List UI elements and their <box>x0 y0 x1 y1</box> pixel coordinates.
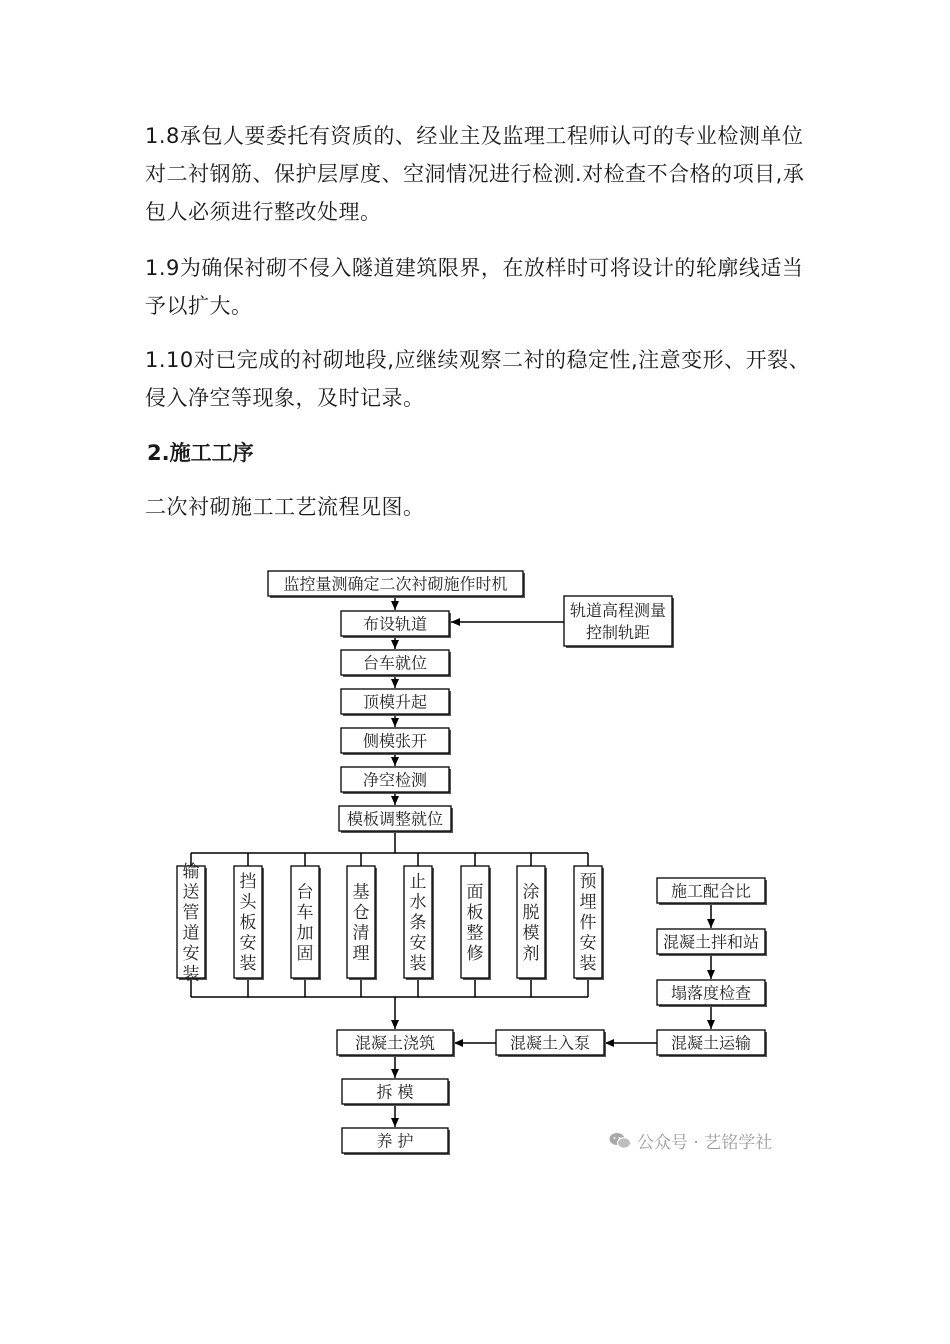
step-parallel-1 <box>177 862 207 985</box>
box-label: 台车就位 <box>362 653 428 673</box>
box-char: 管 <box>182 902 200 923</box>
step-main-4 <box>341 728 451 755</box>
paragraph-number: 1.8 <box>145 124 180 148</box>
box-char: 基 <box>352 882 370 903</box>
box-label: 模板调整就位 <box>346 809 444 829</box>
box-char: 装 <box>409 954 427 974</box>
box-label: 拆 模 <box>376 1082 414 1102</box>
box-char: 板 <box>466 902 484 923</box>
step-main-2 <box>341 650 451 677</box>
watermark <box>609 1128 772 1153</box>
box-char: 整 <box>466 923 484 944</box>
box-char: 清 <box>352 923 370 944</box>
box-char: 头 <box>239 892 257 913</box>
paragraph-text: 对已完成的衬砌地段,应继续观察二衬的稳定性,注意变形、开裂、侵入净空等现象，及时记录。 <box>145 348 811 410</box>
box-char: 理 <box>352 943 370 964</box>
paragraph-text: 为确保衬砌不侵入隧道建筑限界，在放样时可将设计的轮廓线适当予以扩大。 <box>145 256 804 318</box>
box-char: 涂 <box>522 882 540 903</box>
box-char: 模 <box>522 923 540 944</box>
box-char: 件 <box>579 913 597 933</box>
step-monitoring <box>268 571 525 598</box>
box-char: 剂 <box>522 943 540 964</box>
box-label: 净空检测 <box>362 770 428 790</box>
box-char: 安 <box>239 933 257 954</box>
step-concrete-2 <box>657 929 767 956</box>
step-concrete-1 <box>657 878 767 905</box>
box-char: 加 <box>296 923 314 944</box>
box-char: 水 <box>409 892 427 913</box>
box-char: 台 <box>296 882 314 903</box>
step-pump <box>496 1030 606 1057</box>
box-char: 预 <box>579 872 597 892</box>
step-main-1 <box>341 611 451 638</box>
box-char: 装 <box>182 964 200 985</box>
box-label: 塌落度检查 <box>670 983 752 1003</box>
step-parallel-7 <box>517 866 547 980</box>
box-char: 面 <box>466 882 484 903</box>
box-char: 挡 <box>239 872 257 892</box>
section-heading: 2.施工工序 <box>147 441 254 465</box>
box-label: 控制轨距 <box>585 623 651 642</box>
section-intro: 二次衬砌施工工艺流程见图。 <box>145 495 425 519</box>
box-label: 轨道高程测量 <box>569 601 667 620</box>
wechat-icon <box>609 1132 631 1150</box>
box-char: 输 <box>182 861 200 882</box>
box-char: 修 <box>466 943 484 964</box>
step-concrete-3 <box>657 980 767 1007</box>
box-label: 混凝土拌和站 <box>662 932 760 952</box>
box-char: 道 <box>182 923 200 944</box>
step-concrete-4 <box>657 1030 767 1057</box>
box-char: 送 <box>182 882 200 903</box>
box-label: 施工配合比 <box>670 881 752 901</box>
box-char: 止 <box>409 872 427 892</box>
step-pour <box>337 1030 455 1057</box>
box-char: 安 <box>579 933 597 954</box>
box-label: 布设轨道 <box>362 614 428 634</box>
paragraph-text: 承包人要委托有资质的、经业主及监理工程师认可的专业检测单位对二衬钢筋、保护层厚度、空洞情况进行检测.对检查不合格的项目,承包人必须进行整改处理。 <box>145 124 805 224</box>
step-parallel-4 <box>347 866 377 980</box>
box-label: 顶模升起 <box>362 692 428 712</box>
step-parallel-2 <box>234 866 264 980</box>
step-cure <box>342 1128 450 1155</box>
box-label: 混凝土运输 <box>670 1033 752 1053</box>
step-parallel-8 <box>574 866 604 980</box>
step-main-3 <box>341 689 451 716</box>
box-char: 装 <box>239 954 257 974</box>
watermark-text: 公众号 · 艺铭学社 <box>637 1133 773 1153</box>
box-char: 固 <box>296 943 314 964</box>
step-demold <box>342 1079 450 1106</box>
step-track-survey <box>564 596 674 648</box>
step-main-5 <box>341 767 451 794</box>
step-main-6 <box>339 806 453 833</box>
box-char: 安 <box>182 943 200 964</box>
step-parallel-5 <box>404 866 434 980</box>
paragraph-number: 1.10 <box>145 348 194 372</box>
box-char: 板 <box>239 913 257 933</box>
box-label: 养 护 <box>376 1131 414 1151</box>
box-char: 安 <box>409 933 427 954</box>
box-char: 仓 <box>352 902 370 923</box>
box-char: 车 <box>296 902 314 923</box>
box-label: 混凝土入泵 <box>509 1033 591 1053</box>
box-label: 监控量测确定二次衬砌施作时机 <box>283 574 508 594</box>
step-parallel-3 <box>291 866 321 980</box>
step-parallel-6 <box>461 866 491 980</box>
box-char: 埋 <box>579 892 597 913</box>
box-char: 条 <box>409 913 427 933</box>
box-char: 装 <box>579 954 597 974</box>
paragraph-number: 1.9 <box>145 256 180 280</box>
box-char: 脱 <box>522 902 540 923</box>
box-label: 侧模张开 <box>362 731 428 751</box>
box-label: 混凝土浇筑 <box>354 1033 436 1053</box>
